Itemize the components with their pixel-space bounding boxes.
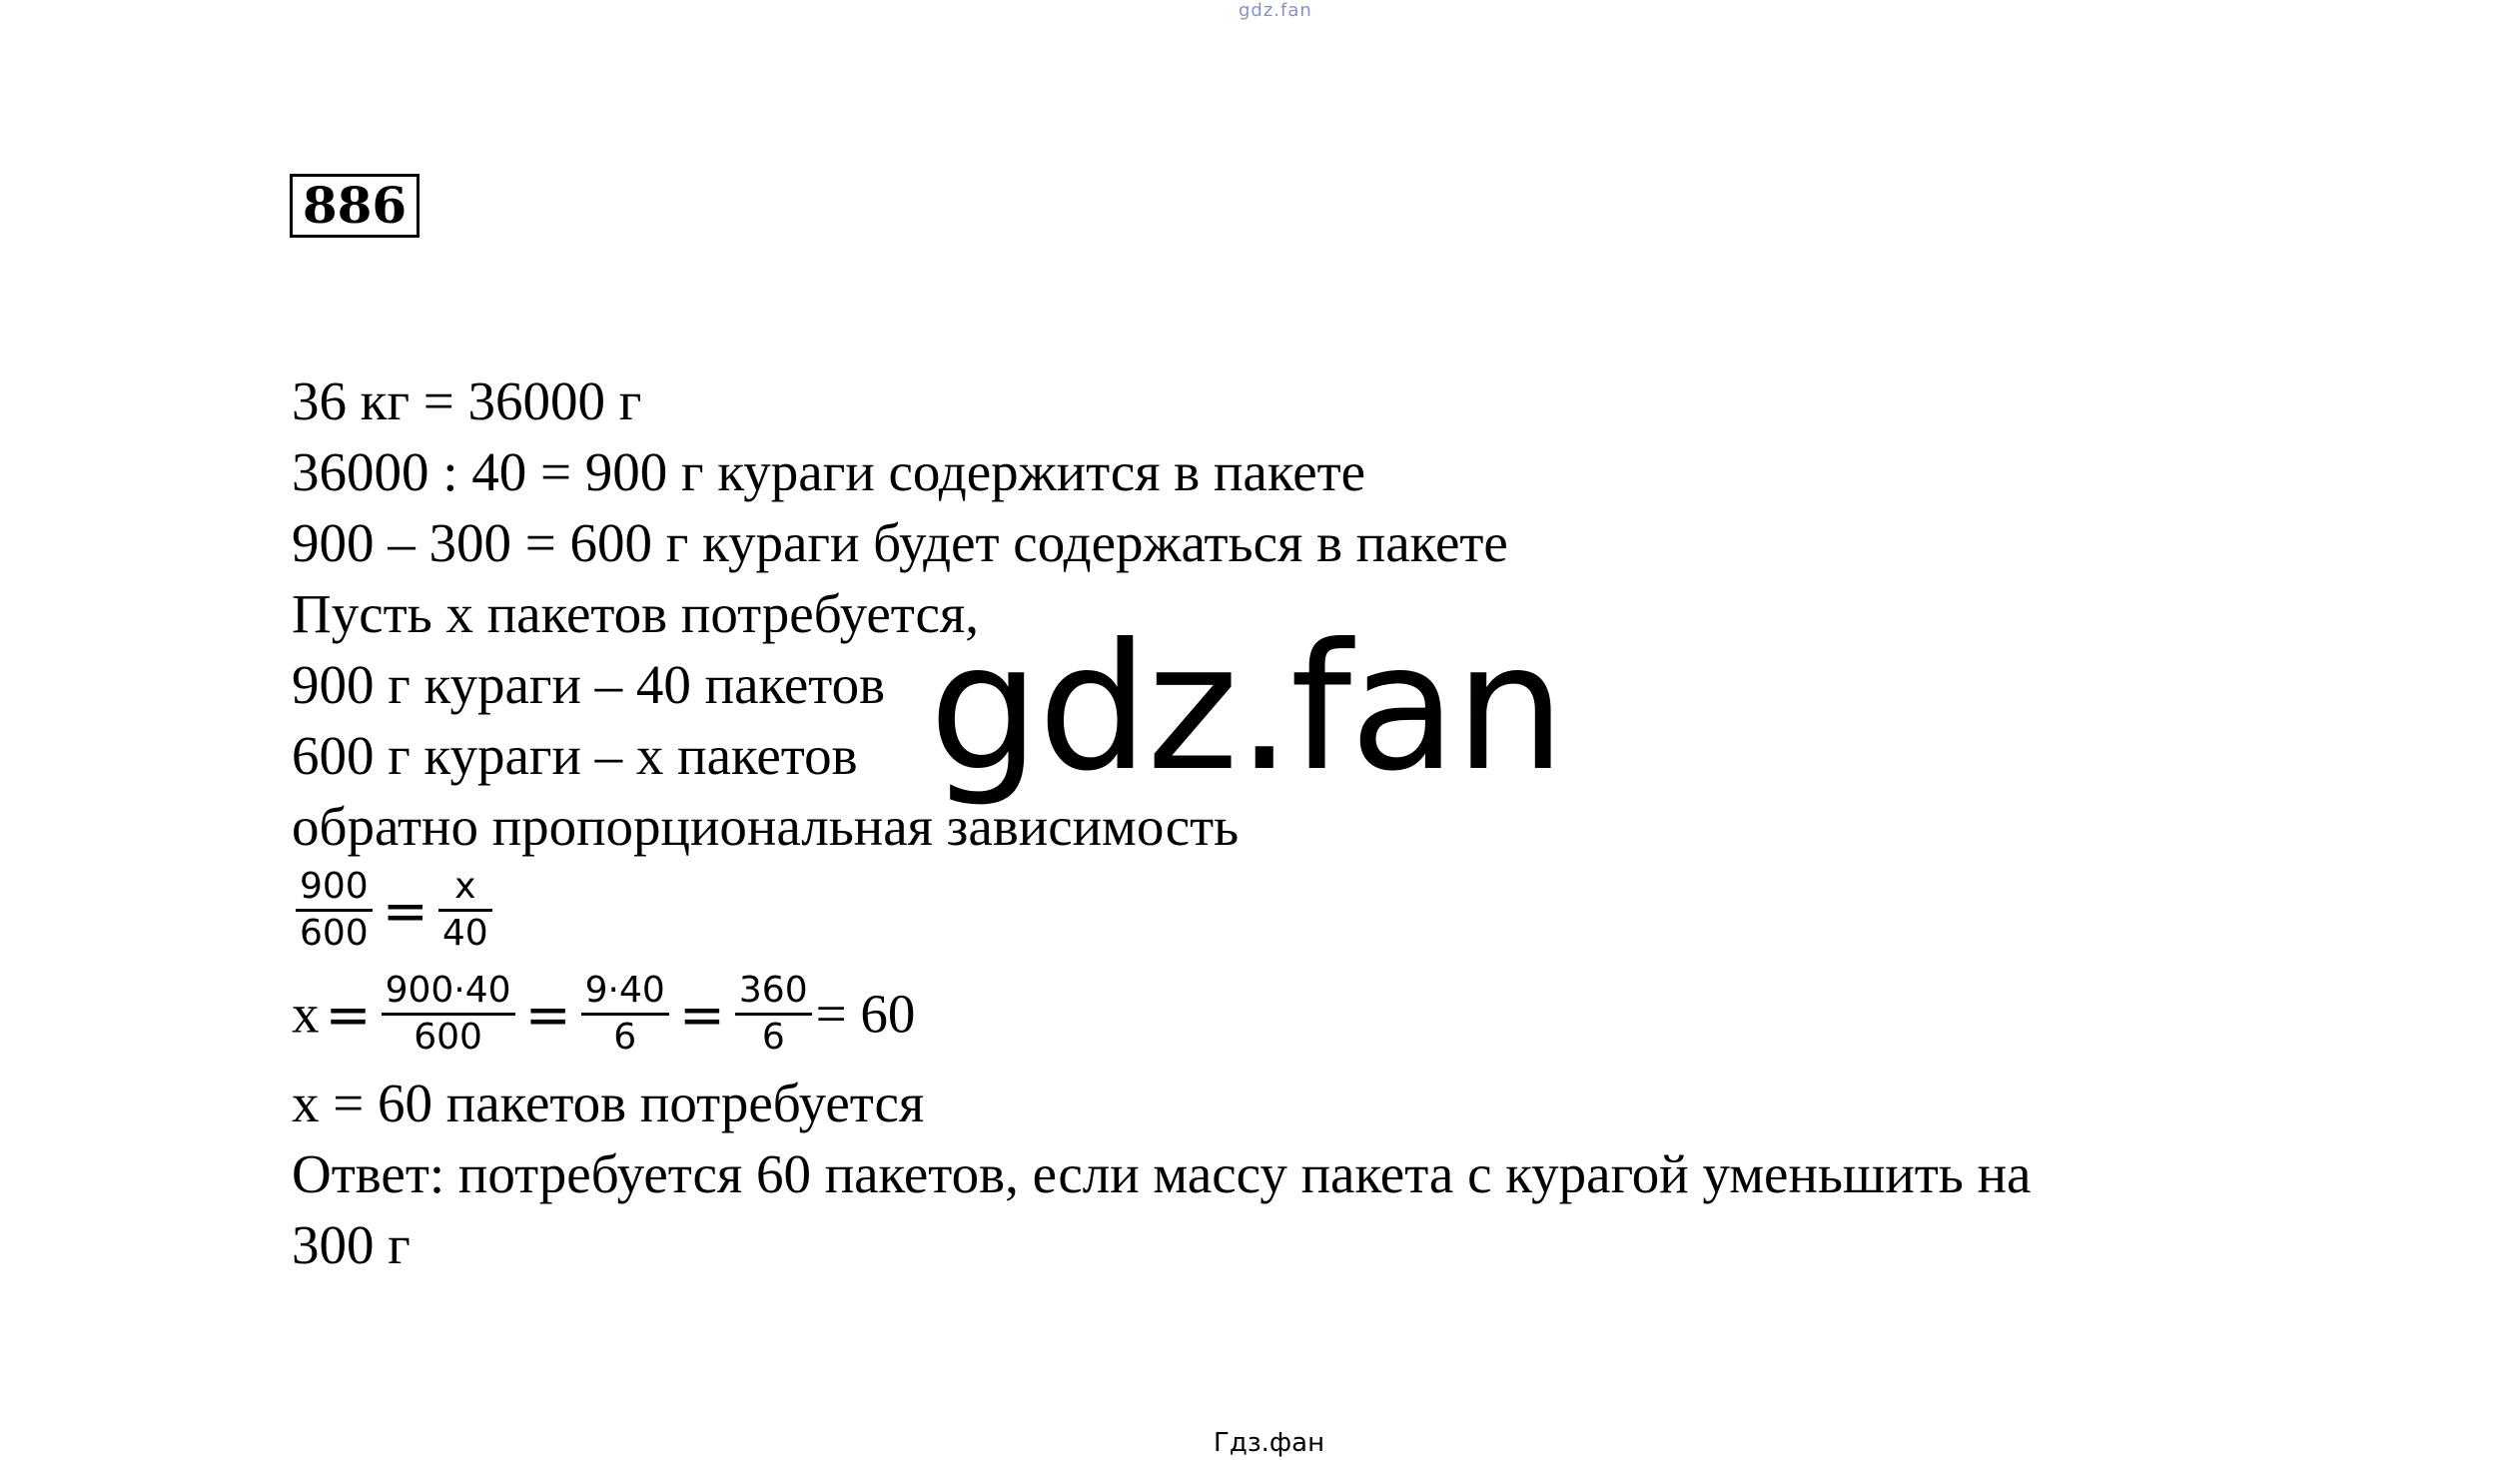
proportion-right-fraction xyxy=(438,865,492,956)
fraction-numerator: 900 xyxy=(296,865,373,912)
calc-fraction-1 xyxy=(382,969,515,1060)
solution-line-2: 36000 : 40 = 900 г кураги содержится в пакете xyxy=(292,441,1366,502)
variable-x: х xyxy=(292,983,320,1045)
fraction-denominator: 6 xyxy=(613,1017,637,1058)
result-line: х = 60 пакетов потребуется xyxy=(292,1073,925,1133)
answer-line-2: 300 г xyxy=(292,1214,411,1275)
solution-line-4: Пусть х пакетов потребуется, xyxy=(292,583,979,644)
equals-sign: = xyxy=(325,982,372,1047)
calc-result: = 60 xyxy=(815,983,916,1045)
fraction-numerator: х xyxy=(438,865,492,912)
solution-line-3: 900 – 300 = 600 г кураги будет содержаться в пакете xyxy=(292,512,1508,573)
fraction-denominator: 600 xyxy=(414,1017,482,1058)
task-number: 886 xyxy=(290,174,420,238)
fraction-numerator: 9·40 xyxy=(581,969,669,1016)
equals-sign: = xyxy=(524,982,571,1047)
fraction-denominator: 40 xyxy=(441,913,488,954)
header-watermark: gdz.fan xyxy=(1239,0,1312,21)
fraction-numerator: 360 xyxy=(735,969,812,1016)
calc-fraction-3 xyxy=(735,969,812,1060)
equals-sign: = xyxy=(678,982,725,1047)
footer-text: Гдз.фан xyxy=(1214,1428,1325,1458)
answer-line-1: Ответ: потребуется 60 пакетов, если массу пакета с курагой уменьшить на xyxy=(292,1143,2032,1204)
solution-line-1: 36 кг = 36000 г xyxy=(292,370,642,431)
proportion-left-fraction xyxy=(296,865,373,956)
proportion-equation xyxy=(292,865,496,956)
solution-line-5: 900 г кураги – 40 пакетов xyxy=(292,654,886,715)
calculation-equation xyxy=(292,969,915,1060)
fraction-denominator: 600 xyxy=(300,913,369,954)
fraction-denominator: 6 xyxy=(761,1017,785,1058)
site-watermark: gdz.fan xyxy=(929,607,1564,810)
solution-line-6: 600 г кураги – х пакетов xyxy=(292,725,858,786)
calc-fraction-2 xyxy=(581,969,669,1060)
equals-sign: = xyxy=(382,878,428,943)
solution-line-7: обратно пропорциональная зависимость xyxy=(292,796,1240,857)
fraction-numerator: 900·40 xyxy=(382,969,515,1016)
